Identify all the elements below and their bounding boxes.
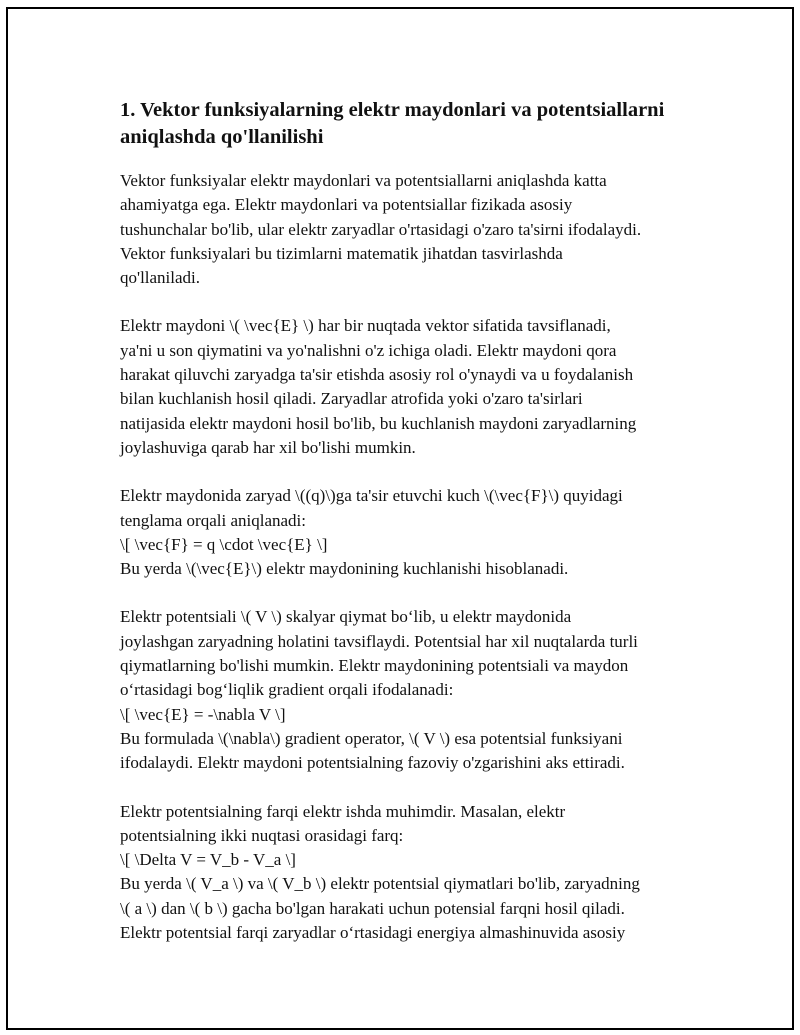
paragraph-electric-potential: Elektr potentsiali \( V \) skalyar qiymat bo‘lib, u elektr maydonida joylashgan zaryadning holatini tavsiflaydi. Potentsial har xil nuqtalarda turli qiymatlarning bo'lishi mumkin. Elektr maydonining potentsiali va maydon o‘rtasidagi bog‘liqlik gradient orqali ifodalanadi: \[ \vec{E} = -\nabla V \] Bu formulada \(\nabla\) gradient operator, \( V \) esa potentsial funksiyani ifodalaydi. Elektr maydoni potentsialning fazoviy o'zgarishini aks ettiradi. [120, 607, 638, 773]
paragraph-potential-difference: Elektr potentsialning farqi elektr ishda muhimdir. Masalan, elektr potentsialning ikki nuqtasi orasidagi farq: \[ \Delta V = V_b - V_a \] Bu yerda \( V_a \) va \( V_b \) elektr potentsial qiymatlari bo'lib, zaryadning \( a \) dan \( b \) gacha bo'lgan harakati uchun potensial farqni hosil qiladi. Elektr potentsial farqi zaryadlar o‘rtasidagi energiya almashinuvida asosiy [120, 801, 640, 943]
paragraph-electric-field: Elektr maydoni \( \vec{E} \) har bir nuqtada vektor sifatida tavsiflanadi, ya'ni u son qiymatini va yo'nalishni o'z ichiga oladi. Elektr maydoni qora harakat qiluvchi zaryadga ta'sir etishda asosiy rol o'ynaydi va u foydalanish bilan kuchlanish hosil qiladi. Zaryadlar atrofida yoki o'zaro ta'sirlari natijasida elektr maydoni hosil bo'lib, bu kuchlanish maydoni zaryadlarning joylashuviga qarab har xil bo'lishi mumkin. [120, 316, 637, 457]
paragraph-intro: Vektor funksiyalar elektr maydonlari va potentsiallarni aniqlashda katta ahamiyatga ega. Elektr maydonlari va potentsiallar fizikada asosiy tushunchalar bo'lib, ular elektr zaryadlar o'rtasidagi o'zaro ta'sirni ifodalaydi. Vektor funksiyalari bu tizimlarni matematik jihatdan tasvirlashda qo'llaniladi. [120, 171, 642, 288]
page [6, 7, 794, 1030]
paragraph-force-equation: Elektr maydonida zaryad \((q)\)ga ta'sir etuvchi kuch \(\vec{F}\) quyidagi tenglama orqali aniqlanadi: \[ \vec{F} = q \cdot \vec{E} \] Bu yerda \(\vec{E}\) elektr maydonining kuchlanishi hisoblanadi. [120, 486, 623, 579]
section-heading: 1. Vektor funksiyalarning elektr maydonlari va potentsiallarni aniqlashda qo'llanilishi [120, 99, 665, 148]
document-body [120, 97, 700, 945]
